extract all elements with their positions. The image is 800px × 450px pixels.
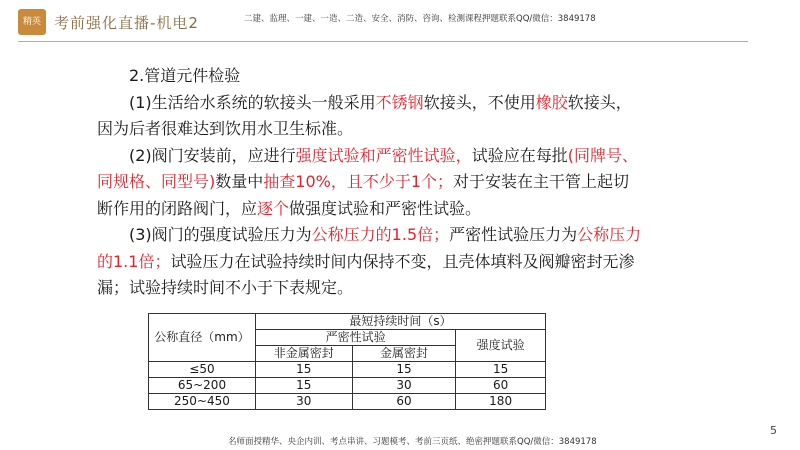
p2-text-a: (2)阀门安装前，应进行 [129,145,296,165]
header-metal-seal: 金属密封 [352,346,456,362]
section-heading: 2.管道元件检验 [129,66,241,85]
cell-nonmetal: 15 [255,362,352,378]
paragraph-1 [97,90,642,143]
cell-strength: 60 [456,378,546,394]
p2-highlight-each: 逐个 [257,198,290,218]
cell-metal: 15 [352,362,456,378]
p2-highlight-same-batch: (同牌号、同规格、同型号) [97,145,638,191]
p1-highlight-stainless: 不锈钢 [375,92,424,112]
cell-diameter: ≤50 [149,362,256,378]
paragraph-2 [97,143,642,223]
p2-highlight-tests: 强度试验和严密性试验， [295,145,472,165]
p3-highlight-strength-pressure: 公称压力的1.5倍； [311,225,450,244]
cell-strength: 180 [456,394,546,410]
p1-text-a: (1)生活给水系统的软接头一般采用 [129,92,376,112]
cell-diameter: 250~450 [149,394,256,410]
p1-highlight-rubber: 橡胶 [535,92,568,112]
p2-text-i: 做强度试验和严密性试验。 [289,198,482,218]
cell-nonmetal: 30 [255,394,352,410]
p3-text-c: 严密性试验压力为 [449,225,578,244]
slide-content [97,63,642,302]
cell-strength: 15 [456,362,546,378]
p2-text-e: 数量中 [215,172,264,191]
p2-text-g: 对于安装在主干管上起切断作用的闭路阀门，应 [97,172,630,218]
header-promo-text: 二建、监理、一建、一造、二造、安全、消防、咨询、检测课程押题联系QQ/微信：3849178 [244,14,596,24]
p3-highlight-tightness-pressure: 公称压力的1.1倍； [97,225,642,271]
p1-text-e: 软接头，因为后者很难达到饮用水卫生标准。 [97,92,632,138]
cell-metal: 30 [352,378,456,394]
test-duration-table [148,313,546,410]
table-row [149,378,546,394]
cell-metal: 60 [352,394,456,410]
header-divider [18,41,748,42]
footer-promo-text: 名师面授精华、央企内训、考点串讲、习题模考、考前三页纸、绝密押题联系QQ/微信：3849178 [228,437,597,447]
cell-diameter: 65~200 [149,378,256,394]
table-row [149,362,546,378]
brand-logo: 精英 [18,9,46,35]
slide-header [0,0,800,45]
p2-text-c: 试验应在每批 [471,145,568,165]
table-row [149,394,546,410]
header-nominal-diameter: 公称直径（mm） [149,314,256,362]
p3-text-a: (3)阀门的强度试验压力为 [129,225,312,244]
header-strength-test: 强度试验 [456,330,546,362]
header-tightness-test: 严密性试验 [255,330,455,346]
header-nonmetal-seal: 非金属密封 [255,346,352,362]
paragraph-3 [97,222,642,302]
course-title: 考前强化直播-机电2 [54,14,199,32]
cell-nonmetal: 15 [255,378,352,394]
p1-text-c: 软接头，不使用 [423,92,536,112]
page-number: 5 [770,424,777,437]
p3-text-e: 试验压力在试验持续时间内保持不变，且壳体填料及阀瓣密封无渗漏；试验持续时间不小于下表规定。 [97,251,635,297]
p2-highlight-sampling: 抽查10%，且不少于1个； [263,172,454,191]
header-min-duration: 最短持续时间（s） [255,314,545,330]
